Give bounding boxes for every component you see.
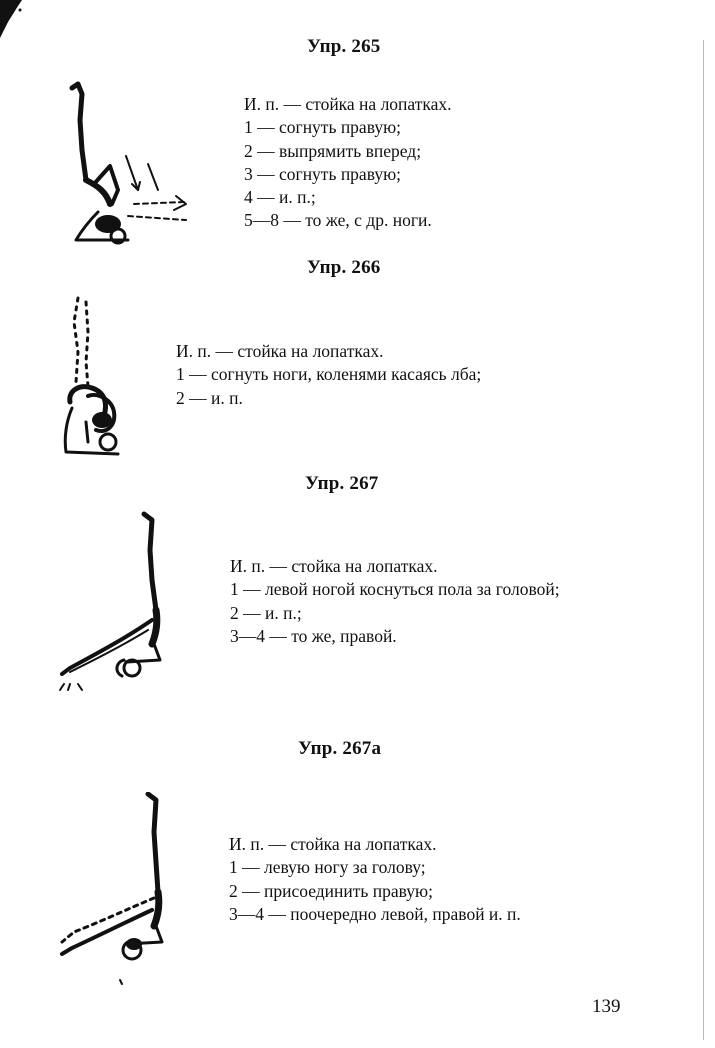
exercise-265-figure — [58, 80, 193, 255]
instruction-line: 1 — левой ногой коснуться пола за головой; — [230, 579, 560, 600]
page-number: 139 — [592, 996, 621, 1017]
instruction-line: 1 — левую ногу за голову; — [229, 857, 426, 878]
corner-ink-mark — [0, 0, 30, 45]
page-edge-line — [703, 40, 704, 1040]
instruction-line: 1 — согнуть ноги, коленями касаясь лба; — [176, 364, 482, 385]
exercise-267-text — [230, 555, 560, 648]
instruction-line: 2 — и. п.; — [230, 602, 302, 623]
instruction-line: И. п. — стойка на лопатках. — [176, 341, 384, 361]
instruction-line: 3—4 — то же, правой. — [230, 625, 397, 646]
instruction-line: 2 — и. п. — [176, 387, 243, 408]
exercise-267-figure — [56, 510, 186, 701]
exercise-267a-text — [229, 833, 521, 926]
instruction-line: 1 — согнуть правую; — [244, 117, 402, 138]
instruction-line: 3—4 — поочередно левой, правой и. п. — [229, 903, 521, 924]
instruction-line: И. п. — стойка на лопатках. — [229, 834, 437, 854]
exercise-267a-figure — [54, 792, 184, 993]
instruction-line: 4 — и. п.; — [244, 187, 316, 208]
instruction-line: И. п. — стойка на лопатках. — [230, 556, 438, 576]
exercise-266-text — [176, 340, 481, 410]
instruction-line: И. п. — стойка на лопатках. — [244, 94, 452, 114]
exercise-title: Упр. 265 — [307, 36, 381, 57]
exercise-title: Упр. 266 — [307, 257, 381, 278]
instruction-line: 3 — согнуть правую; — [244, 163, 402, 184]
exercise-title: Упр. 267 — [305, 473, 379, 494]
exercise-266-figure — [58, 292, 138, 469]
instruction-line: 2 — присоединить правую; — [229, 880, 433, 901]
exercise-265-text — [244, 93, 452, 233]
exercise-title: Упр. 267а — [298, 738, 382, 759]
instruction-line: 2 — выпрямить вперед; — [244, 140, 422, 161]
instruction-line: 5—8 — то же, с др. ноги. — [244, 210, 432, 231]
